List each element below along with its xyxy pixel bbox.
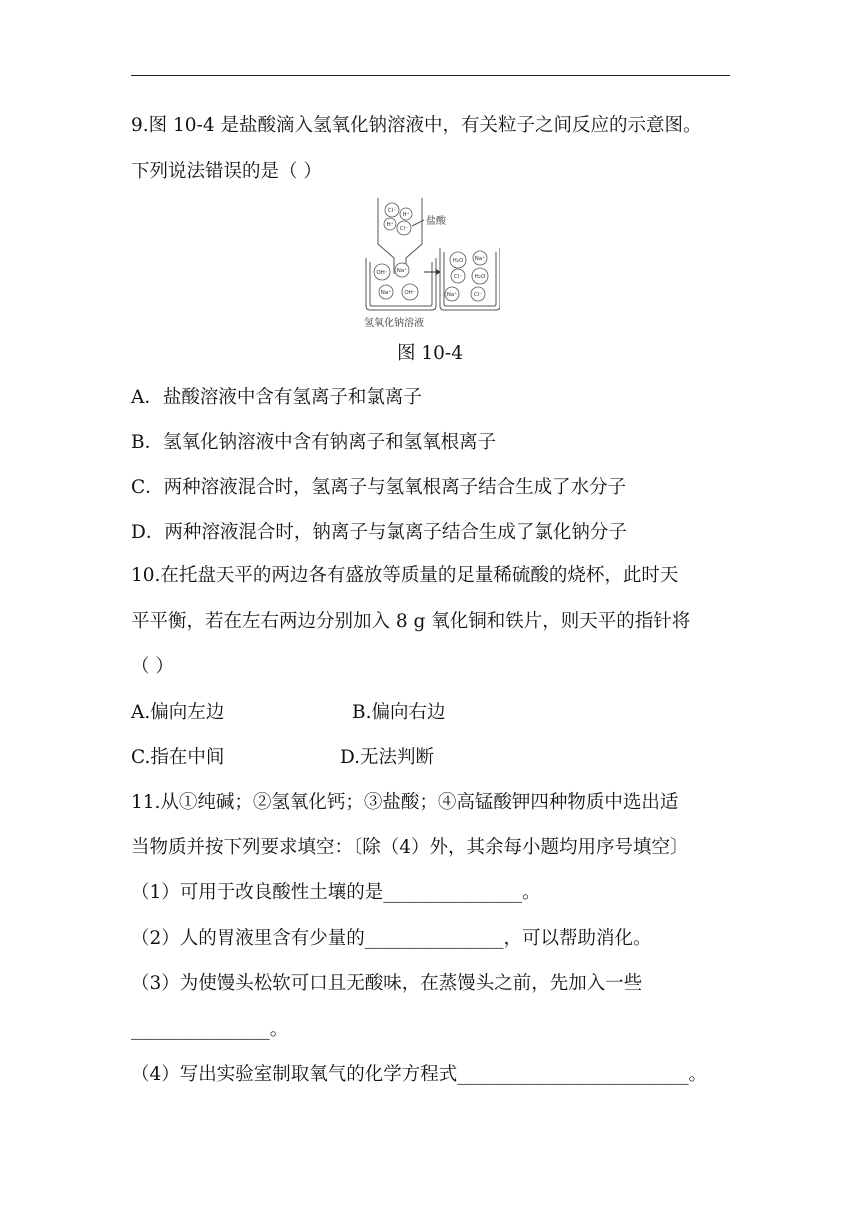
q10-option-d: D.无法判断 xyxy=(340,747,435,768)
q11-sub4: （4）写出实验室制取氧气的化学方程式_________________________。 xyxy=(131,1064,708,1085)
q11-sub3-line2: _______________。 xyxy=(131,1019,289,1040)
label-base: 氢氧化钠溶液 xyxy=(364,318,424,329)
left-ion-4: OH⁻ xyxy=(404,290,416,296)
left-ion-3: Na⁺ xyxy=(380,290,392,296)
reaction-diagram xyxy=(360,196,500,332)
q10-option-a: A.偏向左边 xyxy=(131,702,225,723)
q10-stem-line1: 10.在托盘天平的两边各有盛放等质量的足量稀硫酸的烧杯，此时天 xyxy=(131,565,679,586)
left-ion-2: Na⁺ xyxy=(396,268,408,274)
right-ion-2: Na⁺ xyxy=(474,256,486,262)
header-rule xyxy=(131,75,730,76)
q11-stem-line2: 当物质并按下列要求填空：〔除（4）外，其余每小题均用序号填空〕 xyxy=(131,837,689,858)
q9-option-c: C．两种溶液混合时，氢离子与氢氧根离子结合生成了水分子 xyxy=(131,477,627,498)
q10-option-c: C.指在中间 xyxy=(131,747,225,768)
dropper-ion-1: Cl⁻ xyxy=(387,208,397,214)
dropper-outline xyxy=(378,198,422,274)
dropper-ion-2: H⁺ xyxy=(402,212,410,218)
q10-stem-line3: （ ） xyxy=(131,656,174,677)
right-ion-6: Cl⁻ xyxy=(473,292,483,298)
q9-option-a: A．盐酸溶液中含有氢离子和氯离子 xyxy=(131,387,422,408)
q9-option-b: B．氢氧化钠溶液中含有钠离子和氢氧根离子 xyxy=(131,432,497,453)
q11-sub2: （2）人的胃液里含有少量的_______________，可以帮助消化。 xyxy=(131,928,652,949)
dropper-ion-3: H⁺ xyxy=(386,222,394,228)
q11-stem-line1: 11.从①纯碱；②氢氧化钙；③盐酸；④高锰酸钾四种物质中选出适 xyxy=(131,792,679,813)
right-ion-1: H₂O xyxy=(452,258,464,264)
figure-caption: 图 10-4 xyxy=(397,343,463,364)
q10-option-b: B.偏向右边 xyxy=(352,702,446,723)
label-acid: 盐酸 xyxy=(426,216,446,227)
q11-sub1: （1）可用于改良酸性土壤的是_______________。 xyxy=(131,882,541,903)
right-ion-3: Cl⁻ xyxy=(453,274,463,280)
q9-stem-line1: 9.图 10-4 是盐酸滴入氢氧化钠溶液中，有关粒子之间反应的示意图。 xyxy=(131,115,702,136)
q11-sub3-line1: （3）为使馒头松软可口且无酸味，在蒸馒头之前，先加入一些 xyxy=(131,973,643,994)
left-ion-1: OH⁻ xyxy=(376,270,388,276)
right-ion-5: Na⁺ xyxy=(446,292,458,298)
q10-stem-line2: 平平衡，若在左右两边分别加入 8 g 氧化铜和铁片，则天平的指针将 xyxy=(131,611,691,632)
q9-stem-line2: 下列说法错误的是（ ） xyxy=(131,161,322,182)
dropper-ion-4: Cl⁻ xyxy=(399,226,409,232)
q9-option-d: D．两种溶液混合时，钠离子与氯离子结合生成了氯化钠分子 xyxy=(131,522,627,543)
right-ion-4: H₂O xyxy=(474,274,486,280)
